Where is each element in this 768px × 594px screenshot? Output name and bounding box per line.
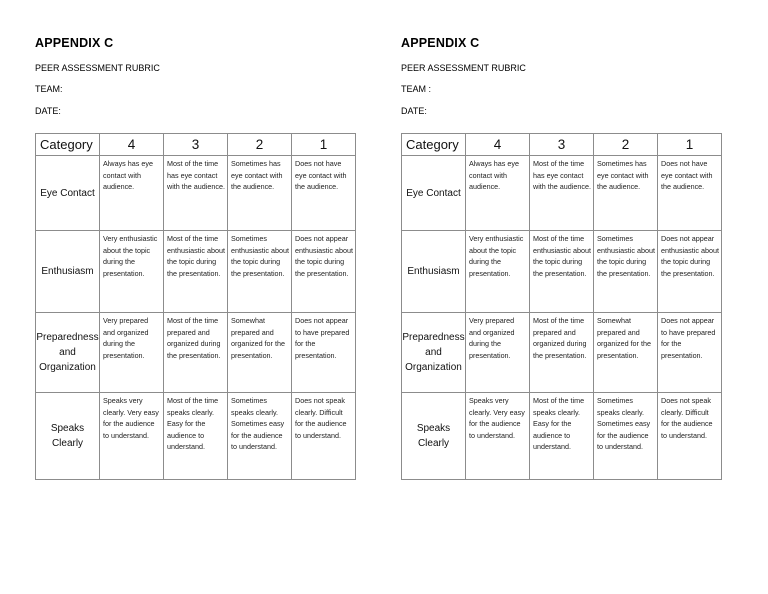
rubric-header-row (36, 134, 356, 156)
left-page (35, 0, 365, 594)
criterion-cell: Speaks very clearly. Very easy for the audience to understand. (466, 393, 530, 480)
table-row (402, 313, 722, 393)
criterion-cell: Sometimes enthusiastic about the topic during the presentation. (228, 231, 292, 313)
criterion-cell: Does not have eye contact with the audience. (292, 156, 356, 231)
category-cell: Eye Contact (402, 156, 466, 231)
table-row (36, 313, 356, 393)
page-heading: APPENDIX C (35, 36, 114, 50)
page-heading: APPENDIX C (401, 36, 480, 50)
table-row (402, 231, 722, 313)
criterion-cell: Most of the time prepared and organized during the presentation. (530, 313, 594, 393)
category-cell: Eye Contact (36, 156, 100, 231)
rubric-header-row (402, 134, 722, 156)
header-score-2: 2 (228, 134, 292, 156)
table-row (36, 393, 356, 480)
criterion-cell: Very enthusiastic about the topic during the presentation. (100, 231, 164, 313)
criterion-cell: Does not appear enthusiastic about the topic during the presentation. (292, 231, 356, 313)
date-label: DATE: (401, 106, 427, 116)
criterion-cell: Sometimes speaks clearly. Sometimes easy for the audience to understand. (594, 393, 658, 480)
criterion-cell: Very enthusiastic about the topic during the presentation. (466, 231, 530, 313)
header-score-3: 3 (530, 134, 594, 156)
criterion-cell: Does not speak clearly. Difficult for the audience to understand. (658, 393, 722, 480)
category-cell: Speaks Clearly (36, 393, 100, 480)
category-cell: Enthusiasm (402, 231, 466, 313)
criterion-cell: Somewhat prepared and organized for the presentation. (228, 313, 292, 393)
category-cell: Speaks Clearly (402, 393, 466, 480)
page-subtitle: PEER ASSESSMENT RUBRIC (35, 63, 160, 73)
criterion-cell: Does not have eye contact with the audience. (658, 156, 722, 231)
criterion-cell: Most of the time speaks clearly. Easy for the audience to understand. (530, 393, 594, 480)
criterion-cell: Most of the time enthusiastic about the topic during the presentation. (164, 231, 228, 313)
criterion-cell: Does not appear enthusiastic about the topic during the presentation. (658, 231, 722, 313)
team-label: TEAM: (35, 84, 63, 94)
criterion-cell: Sometimes speaks clearly. Sometimes easy for the audience to understand. (228, 393, 292, 480)
table-row (36, 156, 356, 231)
rubric-table (35, 133, 356, 480)
criterion-cell: Most of the time has eye contact with the audience. (530, 156, 594, 231)
category-cell: Preparedness and Organization (402, 313, 466, 393)
page-subtitle: PEER ASSESSMENT RUBRIC (401, 63, 526, 73)
criterion-cell: Always has eye contact with audience. (100, 156, 164, 231)
criterion-cell: Most of the time speaks clearly. Easy for the audience to understand. (164, 393, 228, 480)
table-row (402, 393, 722, 480)
team-label: TEAM : (401, 84, 432, 94)
header-score-2: 2 (594, 134, 658, 156)
criterion-cell: Speaks very clearly. Very easy for the audience to understand. (100, 393, 164, 480)
rubric-table (401, 133, 722, 480)
criterion-cell: Does not appear to have prepared for the presentation. (658, 313, 722, 393)
table-row (36, 231, 356, 313)
header-score-1: 1 (292, 134, 356, 156)
header-score-1: 1 (658, 134, 722, 156)
criterion-cell: Does not appear to have prepared for the presentation. (292, 313, 356, 393)
criterion-cell: Sometimes has eye contact with the audience. (228, 156, 292, 231)
header-category: Category (402, 134, 466, 156)
criterion-cell: Sometimes has eye contact with the audience. (594, 156, 658, 231)
header-score-4: 4 (466, 134, 530, 156)
criterion-cell: Most of the time enthusiastic about the topic during the presentation. (530, 231, 594, 313)
category-cell: Enthusiasm (36, 231, 100, 313)
header-score-3: 3 (164, 134, 228, 156)
criterion-cell: Somewhat prepared and organized for the presentation. (594, 313, 658, 393)
criterion-cell: Very prepared and organized during the presentation. (100, 313, 164, 393)
category-cell: Preparedness and Organization (36, 313, 100, 393)
criterion-cell: Very prepared and organized during the presentation. (466, 313, 530, 393)
criterion-cell: Always has eye contact with audience. (466, 156, 530, 231)
right-page (401, 0, 731, 594)
table-row (402, 156, 722, 231)
header-score-4: 4 (100, 134, 164, 156)
criterion-cell: Sometimes enthusiastic about the topic during the presentation. (594, 231, 658, 313)
header-category: Category (36, 134, 100, 156)
criterion-cell: Most of the time has eye contact with the audience. (164, 156, 228, 231)
criterion-cell: Does not speak clearly. Difficult for the audience to understand. (292, 393, 356, 480)
date-label: DATE: (35, 106, 61, 116)
criterion-cell: Most of the time prepared and organized during the presentation. (164, 313, 228, 393)
